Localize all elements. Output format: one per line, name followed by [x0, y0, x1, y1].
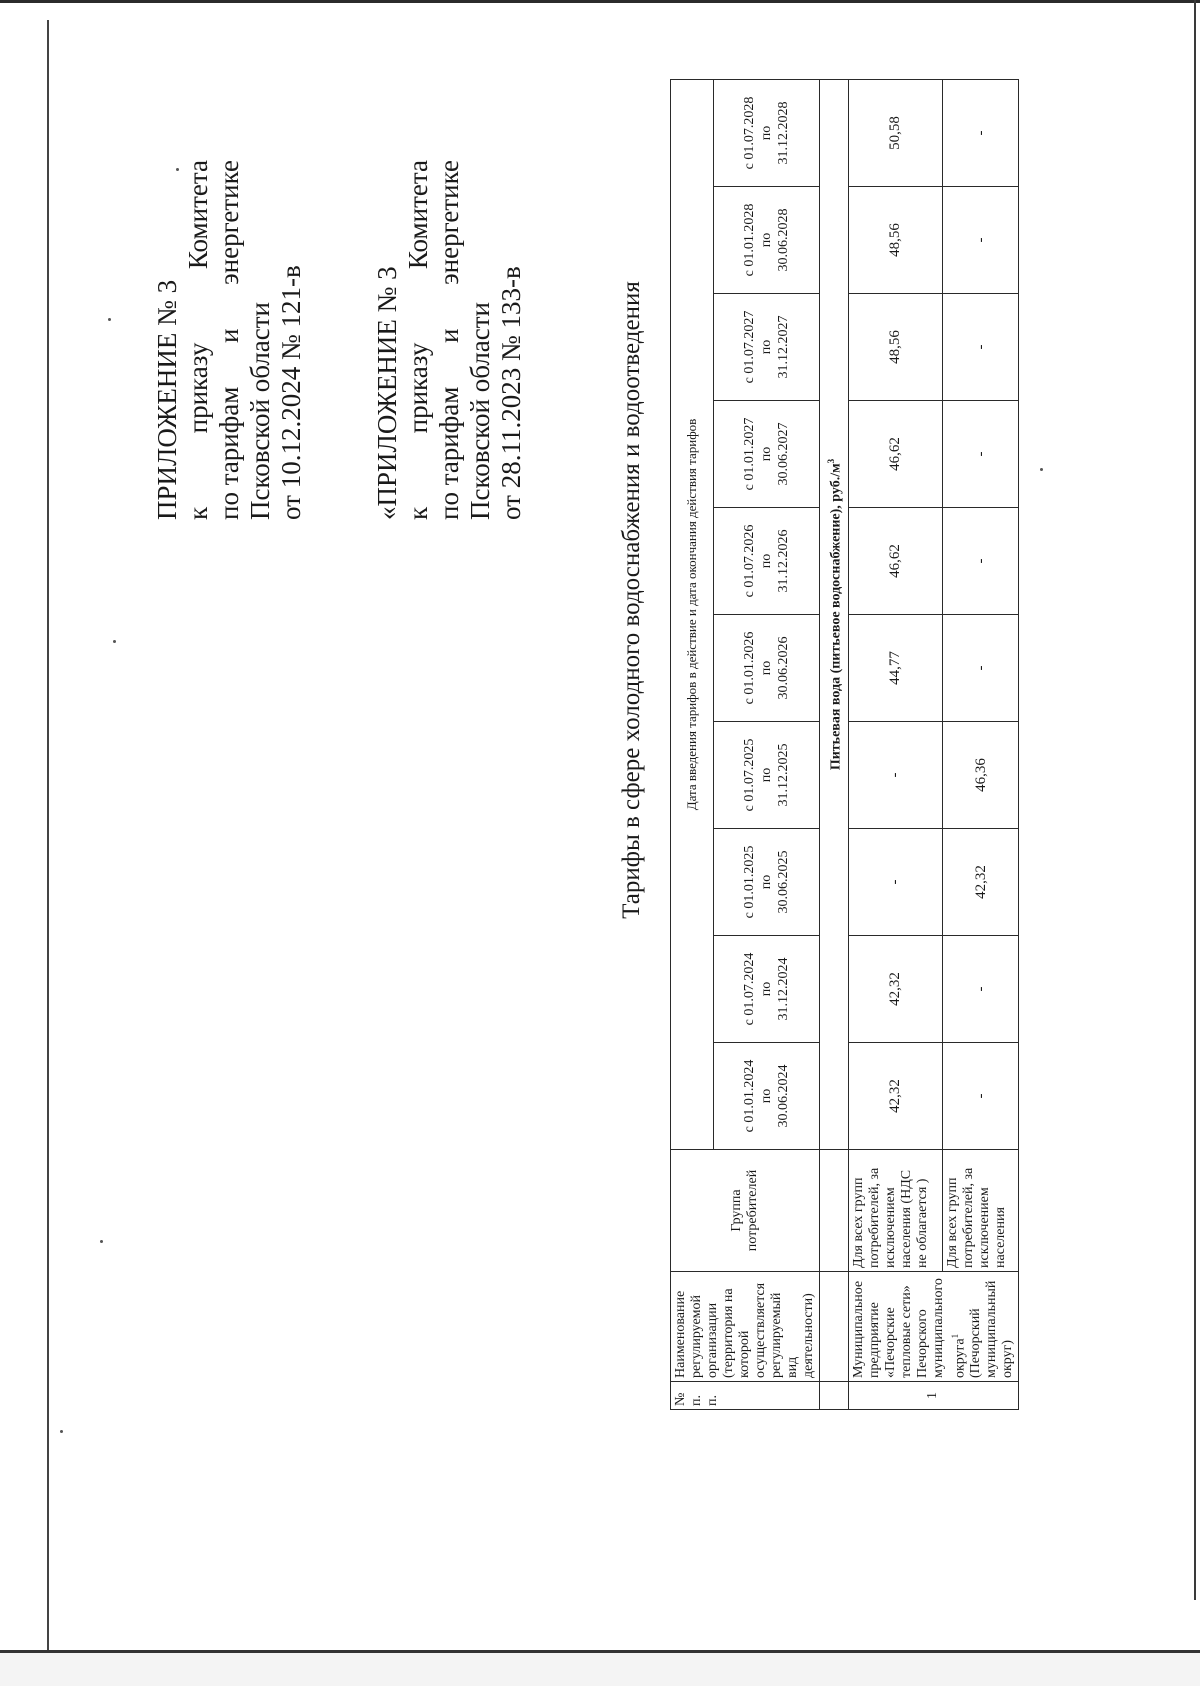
scan-speck: [108, 318, 111, 321]
period-po: по: [759, 125, 775, 141]
period-from: с 01.01.2027: [742, 417, 758, 491]
period-header-cell: [714, 829, 820, 936]
period-from: с 01.07.2028: [742, 96, 758, 170]
annex-line: Псковской области: [245, 301, 275, 520]
tariff-value-cell: -: [942, 80, 1018, 187]
period-to: 31.12.2027: [776, 315, 792, 379]
scan-speck: [113, 640, 116, 643]
annex-title: «ПРИЛОЖЕНИЕ № 3: [372, 266, 402, 520]
period-header-cell: [714, 722, 820, 829]
consumer-group-cell: Для всех групп потребителей, за исключением населения: [942, 1150, 1018, 1272]
period-po: по: [759, 339, 775, 355]
annex-line: по тарифам и энергетике: [214, 160, 244, 520]
period-po: по: [759, 981, 775, 997]
tariff-value-cell: -: [942, 936, 1018, 1043]
period-to: 30.06.2027: [776, 422, 792, 486]
period-to: 30.06.2028: [776, 208, 792, 272]
scan-bottom-strip: [0, 1653, 1200, 1686]
section-heading: Питьевая вода (питьевое водоснабжение), $руб./м^3$: [820, 80, 849, 1150]
period-header-cell: [714, 187, 820, 294]
period-to: 30.06.2026: [776, 636, 792, 700]
period-from: с 01.01.2026: [742, 631, 758, 705]
table-row: [848, 80, 942, 1410]
period-po: по: [759, 553, 775, 569]
table-row: [942, 80, 1018, 1410]
period-header-cell: [714, 294, 820, 401]
period-po: по: [759, 1088, 775, 1104]
period-header-cell: [714, 936, 820, 1043]
tariff-value-cell: -: [942, 294, 1018, 401]
period-header-cell: [714, 1043, 820, 1150]
annex-line: по тарифам и энергетике: [434, 160, 464, 520]
section-empty-cell: [820, 1150, 849, 1272]
tariff-table: [670, 79, 1019, 1410]
tariff-value-cell: 46,36: [942, 722, 1018, 829]
period-from: с 01.01.2028: [742, 203, 758, 277]
section-empty-cell: [820, 1382, 849, 1410]
period-from: с 01.07.2027: [742, 310, 758, 384]
period-to: 31.12.2024: [776, 957, 792, 1021]
period-from: с 01.07.2024: [742, 952, 758, 1026]
tariff-value-cell: 44,77: [848, 615, 942, 722]
header-dates-caption: Дата введения тарифов в действие и дата окончания действия тарифов: [671, 80, 714, 1150]
period-po: по: [759, 660, 775, 676]
annex-heading-previous: [372, 160, 527, 520]
period-header-cell: [714, 80, 820, 187]
table-section-row: [820, 80, 849, 1410]
section-empty-cell: [820, 1272, 849, 1382]
annex-heading-current: [152, 160, 307, 520]
consumer-group-cell: Для всех групп потребителей, за исключением населения (НДС не облагается ): [848, 1150, 942, 1272]
annex-title: ПРИЛОЖЕНИЕ № 3: [152, 279, 182, 520]
tariff-value-cell: -: [848, 722, 942, 829]
period-po: по: [759, 874, 775, 890]
tariff-value-cell: 46,62: [848, 508, 942, 615]
tariff-value-cell: -: [848, 829, 942, 936]
tariff-value-cell: 42,32: [848, 1043, 942, 1150]
scan-edge-top: [0, 0, 1200, 3]
tariff-value-cell: -: [942, 1043, 1018, 1150]
period-header-cell: [714, 615, 820, 722]
tariff-value-cell: -: [942, 401, 1018, 508]
header-consumer-group: Группа потребителей: [671, 1150, 820, 1272]
tariff-value-cell: 48,56: [848, 187, 942, 294]
organization-cell: Муниципальное предприятие «Печорские тепловые сети» Печорского муниципального округа$^1$ (Печорский муниципальный округ): [848, 1272, 1019, 1382]
annex-order-ref: от 28.11.2023 № 133-в: [496, 266, 526, 520]
document-title: Тарифы в сфере холодного водоснабжения и водоотведения: [618, 281, 645, 919]
annex-order-ref: от 10.12.2024 № 121-в: [276, 265, 306, 520]
scan-speck: [60, 1430, 63, 1433]
period-header-cell: [714, 401, 820, 508]
row-number: 1: [848, 1382, 1019, 1410]
scan-edge-right: [1194, 0, 1196, 1600]
scan-speck: [1040, 468, 1043, 471]
tariff-value-cell: -: [942, 615, 1018, 722]
table-header-row: [671, 80, 714, 1410]
period-po: по: [759, 232, 775, 248]
period-from: с 01.01.2025: [742, 845, 758, 919]
header-num: № п. п.: [671, 1382, 820, 1410]
tariff-value-cell: 42,32: [848, 936, 942, 1043]
period-to: 31.12.2025: [776, 743, 792, 807]
tariff-value-cell: 48,56: [848, 294, 942, 401]
annex-line: к приказу Комитета: [403, 160, 433, 520]
rotated-document-page: [140, 80, 1040, 1570]
annex-line: к приказу Комитета: [183, 160, 213, 520]
period-po: по: [759, 767, 775, 783]
tariff-value-cell: 42,32: [942, 829, 1018, 936]
scan-edge-left: [47, 20, 49, 1650]
period-from: с 01.01.2024: [742, 1059, 758, 1133]
period-to: 30.06.2025: [776, 850, 792, 914]
period-to: 31.12.2026: [776, 529, 792, 593]
period-to: 30.06.2024: [776, 1064, 792, 1128]
tariff-value-cell: -: [942, 508, 1018, 615]
scan-speck: [100, 1240, 103, 1243]
header-organization: Наименование регулируемой организации (территория на которой осуществляется регулируемый вид деятельности): [671, 1272, 820, 1382]
period-from: с 01.07.2026: [742, 524, 758, 598]
period-to: 31.12.2028: [776, 101, 792, 165]
tariff-value-cell: 50,58: [848, 80, 942, 187]
period-header-cell: [714, 508, 820, 615]
period-po: по: [759, 446, 775, 462]
period-from: с 01.07.2025: [742, 738, 758, 812]
tariff-value-cell: -: [942, 187, 1018, 294]
tariff-value-cell: 46,62: [848, 401, 942, 508]
annex-line: Псковской области: [465, 301, 495, 520]
